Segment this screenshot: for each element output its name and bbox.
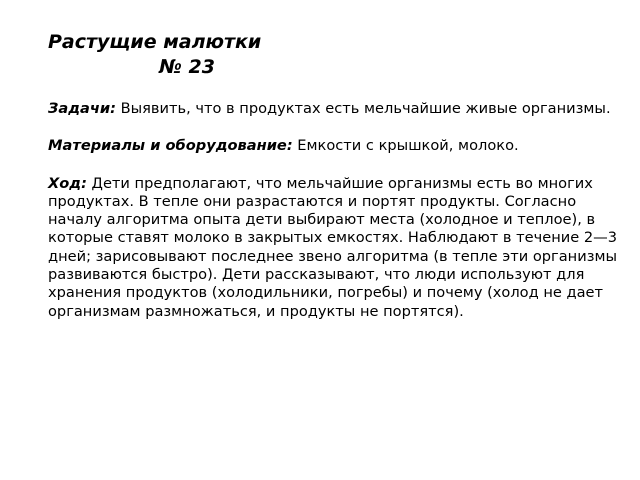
tasks-text: Выявить, что в продуктах есть мельчайшие живые организмы. — [115, 100, 611, 117]
title-line-2: № 23 — [159, 56, 215, 78]
materials-paragraph — [48, 137, 628, 155]
title-line-1: Растущие малютки — [48, 31, 262, 53]
materials-label: Материалы и оборудование: — [48, 137, 293, 155]
procedure-paragraph — [48, 175, 628, 321]
procedure-text: Дети предполагают, что мельчайшие организмы есть во многих продуктах. В тепле они разрастаются и портят продукты. Согласно началу алгоритма опыта дети выбирают места (холодное и теплое), в которые ставят молоко в закрытых емкостях. Наблюдают в течение 2—3 дней; зарисовывают последнее звено алгоритма (в тепле эти организмы развиваются быстро). Дети рассказывают, что люди используют для хранения продуктов (холодильники, погребы) и почему (холод не дает организмам размножаться, и продукты не портятся). — [48, 174, 618, 320]
procedure-label: Ход: — [48, 174, 87, 192]
tasks-label: Задачи: — [48, 100, 116, 117]
slide-content — [48, 30, 628, 321]
materials-text: Емкости с крышкой, молоко. — [292, 137, 519, 155]
tasks-paragraph — [48, 100, 628, 118]
page-title — [48, 30, 628, 80]
